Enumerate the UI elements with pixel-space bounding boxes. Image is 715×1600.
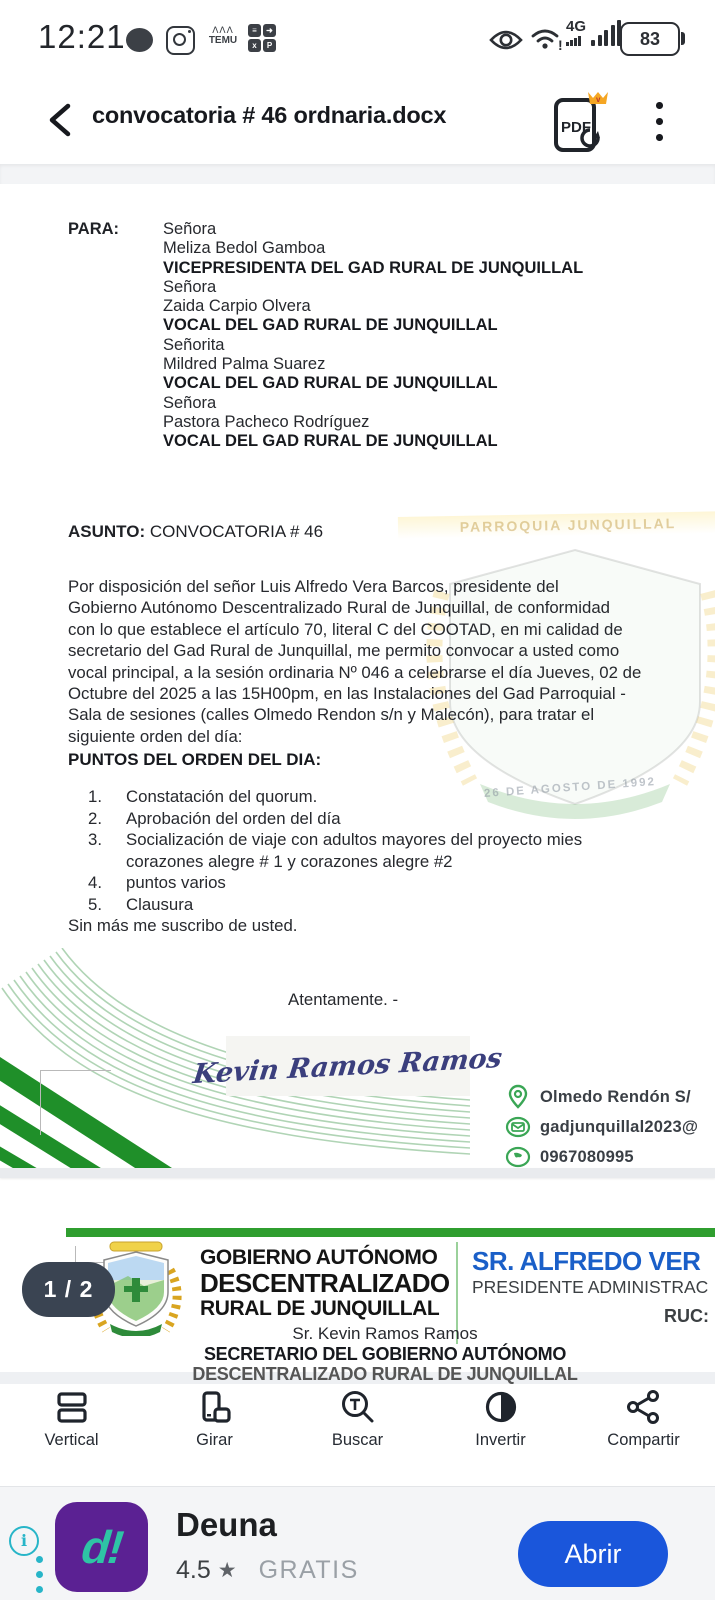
back-button[interactable] xyxy=(44,100,78,140)
contact-block xyxy=(505,1082,698,1172)
body-paragraph: Por disposición del señor Luis Alfredo Vera Barcos, presidente del Gobierno Autónomo Descentralizado Rural de Junquillal, de conformidad con lo que establece el artículo 70, literal C del COOTAD, en mi calidad de secretario del Gad Rural de Junquillal, me permito convocar a usted como vocal principal, a la sesión ordinaria Nº 046 a celebrarse el día Jueves, 02 de Octubre del 2025 a las 15H00pm, en las Instalaciones del Gad Parroquial - Sala de sesiones (calles Olmedo Rendon s/n y Malecón), para tratar el siguiente orden del día: xyxy=(68,577,642,746)
svg-text:!: ! xyxy=(558,37,563,53)
vertical-pages-icon xyxy=(53,1386,91,1430)
page-separator xyxy=(0,1168,715,1178)
toolbar-search-button[interactable]: Buscar xyxy=(286,1384,429,1466)
recipient-line: VOCAL DEL GAD RURAL DE JUNQUILLAL xyxy=(163,316,498,335)
contact-phone: 0967080995 xyxy=(540,1147,634,1166)
signature-image xyxy=(191,1036,505,1096)
toolbar-invert-button[interactable]: Invertir xyxy=(429,1384,572,1466)
toolbar-vertical-button[interactable]: Vertical xyxy=(0,1384,143,1466)
app-tiles-notification-icon: ≡ ➜ x P xyxy=(248,24,278,54)
ad-open-button[interactable]: Abrir xyxy=(518,1521,668,1587)
app-header xyxy=(0,76,715,164)
temu-notification-icon xyxy=(206,26,240,46)
location-pin-icon xyxy=(505,1084,531,1110)
search-text-icon xyxy=(339,1386,377,1430)
watermark-founding-date: 26 DE AGOSTO DE 1992 xyxy=(483,776,657,800)
document-title: convocatoria # 46 ordnaria.docx xyxy=(92,102,447,128)
recipient-line: Señorita xyxy=(163,335,225,354)
recipient-line: Zaida Carpio Olvera xyxy=(163,297,311,316)
svg-text:PDF: PDF xyxy=(561,119,591,136)
ad-app-name: Deuna xyxy=(176,1506,277,1543)
toolbar-share-button[interactable]: Compartir xyxy=(572,1384,715,1466)
document-page[interactable] xyxy=(0,184,715,1384)
instagram-notification-icon xyxy=(166,26,195,55)
chat-notification-icon xyxy=(126,28,153,52)
recipient-line: Mildred Palma Suarez xyxy=(163,355,326,374)
ad-meta-row xyxy=(176,1556,359,1585)
letterhead-green-bar xyxy=(66,1228,715,1237)
subject-line xyxy=(68,522,323,542)
eye-comfort-icon xyxy=(489,28,523,57)
recipient-line: Señora xyxy=(163,393,217,412)
contact-address: Olmedo Rendón S/ xyxy=(540,1087,691,1106)
para-label: PARA: xyxy=(68,220,120,238)
recipient-line: Señora xyxy=(163,220,217,238)
clock: 12:21 xyxy=(38,18,126,55)
subject-value: CONVOCATORIA # 46 xyxy=(149,522,324,541)
president-title: PRESIDENTE ADMINISTRAC xyxy=(472,1277,709,1297)
secretary-name: Sr. Kevin Ramos Ramos xyxy=(292,1324,478,1343)
battery-indicator: 83 xyxy=(620,22,680,56)
rotate-screen-icon xyxy=(196,1386,234,1430)
ad-app-logo-text: d! xyxy=(79,1521,124,1573)
ad-app-icon xyxy=(55,1502,148,1592)
recipient-line: VICEPRESIDENTA DEL GAD RURAL DE JUNQUILLAL xyxy=(163,258,584,277)
secretary-title: SECRETARIO DEL GOBIERNO AUTÓNOMO xyxy=(203,1344,567,1364)
ad-rating: 4.5 xyxy=(176,1556,211,1584)
ad-spacer xyxy=(0,1466,715,1486)
email-icon xyxy=(505,1114,531,1140)
bottom-toolbar xyxy=(0,1384,715,1466)
ruc-label: RUC: xyxy=(664,1306,709,1326)
share-icon xyxy=(625,1386,663,1430)
contact-email: gadjunquillal2023@ xyxy=(540,1117,699,1136)
svg-text:v: v xyxy=(596,95,601,104)
toolbar-rotate-button[interactable]: Girar xyxy=(143,1384,286,1466)
recipient-line: VOCAL DEL GAD RURAL DE JUNQUILLAL xyxy=(163,374,498,393)
recipient-line: Señora xyxy=(163,277,217,296)
recipients-block xyxy=(68,220,583,452)
watermark-parish-name: PARROQUIA JUNQUILLAL xyxy=(398,511,715,539)
wifi-icon xyxy=(530,26,566,59)
header-divider xyxy=(0,164,715,184)
page-indicator: 1 / 2 xyxy=(22,1262,115,1317)
network-type-label: 4G xyxy=(566,18,587,35)
recipient-line: Meliza Bedol Gamboa xyxy=(163,239,326,258)
invert-colors-icon xyxy=(482,1386,520,1430)
secretary-block xyxy=(70,1324,700,1384)
closing-line: Sin más me suscribo de usted. xyxy=(68,916,298,935)
phone-icon xyxy=(505,1144,531,1170)
secretary-title-clipped: DESCENTRALIZADO RURAL DE JUNQUILLAL xyxy=(192,1364,578,1384)
cellular-signal-icon xyxy=(566,20,621,46)
page-crop-mark xyxy=(40,1070,111,1135)
temu-label: TEMU xyxy=(208,35,238,46)
signature-name: Kevin Ramos Ramos xyxy=(191,1042,505,1090)
ad-info-button[interactable]: i xyxy=(9,1526,39,1556)
salutation: Atentamente. - xyxy=(288,990,399,1009)
ad-drag-dots xyxy=(36,1556,43,1600)
agenda-list: 1. Constatación del quorum. 2. Aprobación del orden del día 3. Socialización de viaje con adultos mayores del proyecto mies corazones alegre # 1 y corazones alegre #2 4. puntos varios 5. Clausura xyxy=(88,787,583,914)
star-icon: ★ xyxy=(217,1559,237,1582)
temu-glyphs: ᐱᐱᐱ xyxy=(212,25,234,35)
recipient-line: Pastora Pacheco Rodríguez xyxy=(163,412,370,431)
letterhead-president-block xyxy=(472,1246,715,1327)
ad-price: GRATIS xyxy=(258,1556,359,1584)
recipient-line: VOCAL DEL GAD RURAL DE JUNQUILLAL xyxy=(163,432,498,451)
president-name: SR. ALFREDO VER xyxy=(472,1246,701,1276)
overflow-menu-button[interactable] xyxy=(650,102,670,146)
status-bar xyxy=(0,0,715,76)
agenda-title: PUNTOS DEL ORDEN DEL DIA: xyxy=(68,750,322,769)
letterhead-org-name: GOBIERNO AUTÓNOMO DESCENTRALIZADO RURAL DE JUNQUILLAL xyxy=(200,1246,450,1320)
subject-label: ASUNTO: xyxy=(68,522,146,541)
convert-to-pdf-button[interactable] xyxy=(552,90,604,152)
